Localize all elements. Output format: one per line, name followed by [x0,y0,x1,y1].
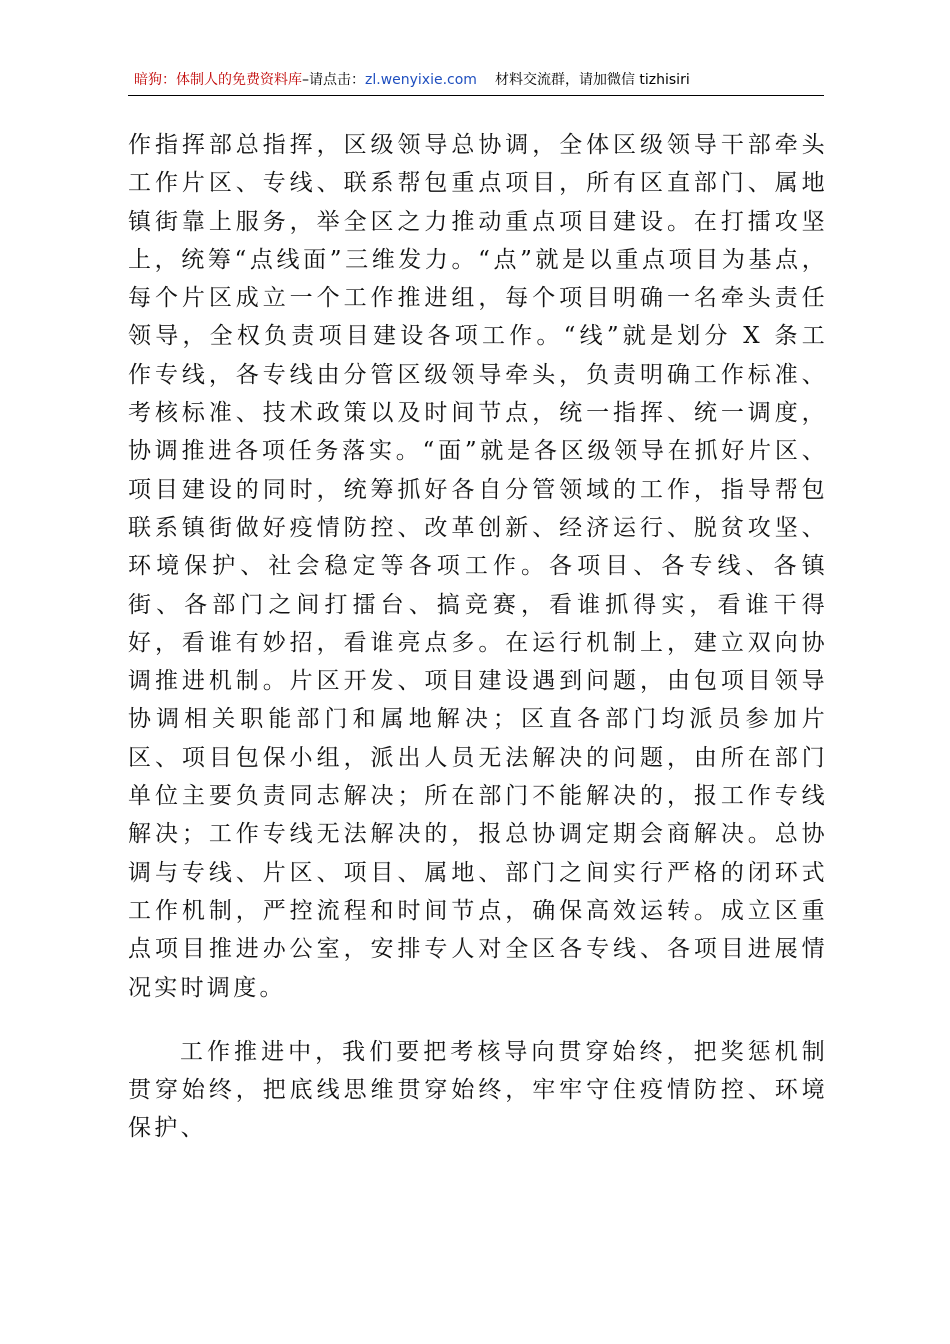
header-click-prompt: –请点击： [302,72,365,88]
body-paragraph: 工作推进中，我们要把考核导向贯穿始终，把奖惩机制贯穿始终，把底线思维贯穿始终，牢牢守住疫情防控、环境保护、 [128,1038,828,1142]
page-header [128,70,824,96]
header-brand: 暗狗：体制人的免费资料库 [134,72,302,88]
header-url-link[interactable]: zl.wenyixie.com [365,72,477,88]
header-contact: 材料交流群，请加微信 tizhisiri [494,72,690,88]
document-body [128,126,828,1148]
body-paragraph: 作指挥部总指挥，区级领导总协调，全体区级领导干部牵头工作片区、专线、联系帮包重点项目，所有区直部门、属地镇街靠上服务，举全区之力推动重点项目建设。在打擂攻坚上，统筹“点线面”三维发力。“点”就是以重点项目为基点，每个片区成立一个工作推进组，每个项目明确一名牵头责任领导，全权负责项目建设各项工作。“线”就是划分 X 条工作专线，各专线由分管区级领导牵头，负责明确工作标准、考核标准、技术政策以及时间节点，统一指挥、统一调度，协调推进各项任务落实。“面”就是各区级领导在抓好片区、项目建设的同时，统筹抓好各自分管领域的工作，指导帮包联系镇街做好疫情防控、改革创新、经济运行、脱贫攻坚、环境保护、社会稳定等各项工作。各项目、各专线、各镇街、各部门之间打擂台、搞竞赛，看谁抓得实，看谁干得好，看谁有妙招，看谁亮点多。在运行机制上，建立双向协调推进机制。片区开发、项目建设遇到问题，由包项目领导协调相关职能部门和属地解决；区直各部门均派员参加片区、项目包保小组，派出人员无法解决的问题，由所在部门单位主要负责同志解决；所在部门不能解决的，报工作专线解决；工作专线无法解决的，报总协调定期会商解决。总协调与专线、片区、项目、属地、部门之间实行严格的闭环式工作机制，严控流程和时间节点，确保高效运转。成立区重点项目推进办公室，安排专人对全区各专线、各项目进展情况实时调度。 [128,132,828,1001]
